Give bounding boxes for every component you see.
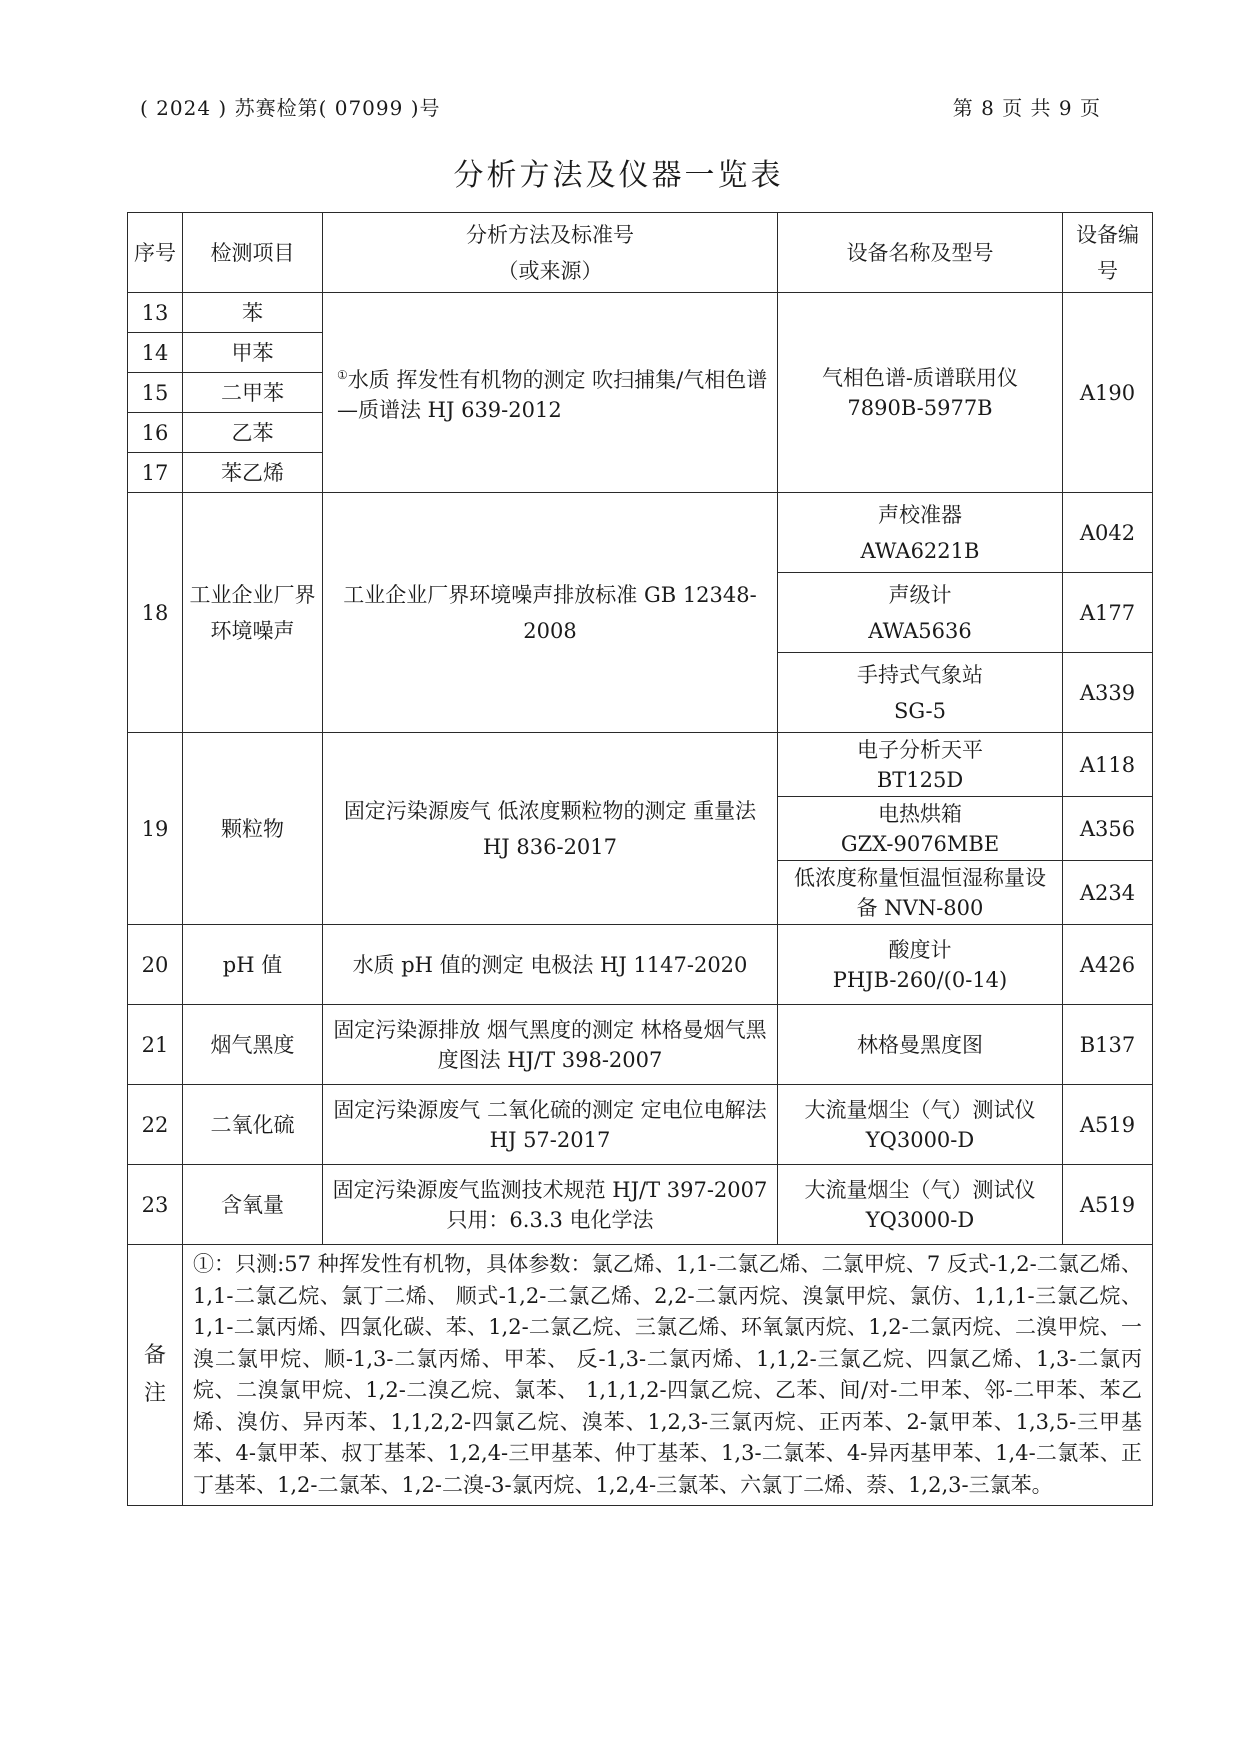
equipment-model: SG-5 <box>893 698 946 723</box>
notes-text: ①：只测:57 种挥发性有机物，具体参数：氯乙烯、1,1-二氯乙烯、二氯甲烷、7 反式-1,2-二氯乙烯、1,1-二氯乙烷、氯丁二烯、 顺式-1,2-二氯乙烯、2,2-二氯丙烷、溴氯甲烷、氯仿、1,1,1-三氯乙烷、1,1-二氯丙烯、四氯化碳、苯、1,2-二氯乙烷、三氯乙烯、环氧氯丙烷、1,2-二氯丙烷、二溴甲烷、一溴二氯甲烷、顺-1,3-二氯丙烯、甲苯、 反-1,3-二氯丙烯、1,1,2-三氯乙烷、四氯乙烯、1,3-二氯丙烷、二溴氯甲烷、1,2-二溴乙烷、氯苯、 1,1,1,2-四氯乙烷、乙苯、间/对-二甲苯、邻-二甲苯、苯乙烯、溴仿、异丙苯、1,1,2,2-四氯乙烷、溴苯、1,2,3-三氯丙烷、正丙苯、2-氯甲苯、1,3,5-三甲基苯、4-氯甲苯、叔丁基苯、1,2,4-三甲基苯、仲丁基苯、1,3-二氯苯、4-异丙基甲苯、1,4-二氯苯、正丁基苯、1,2-二氯苯、1,2-二溴-3-氯丙烷、1,2,4-三氯苯、六氯丁二烯、萘、1,2,3-三氯苯。 <box>183 1245 1153 1506</box>
row-code: A177 <box>1063 573 1153 653</box>
row-code: A356 <box>1063 797 1153 861</box>
row-code: B137 <box>1063 1005 1153 1085</box>
row-code: A042 <box>1063 493 1153 573</box>
equipment-model: GZX-9076MBE <box>840 831 1000 856</box>
row-method: 水质 pH 值的测定 电极法 HJ 1147-2020 <box>323 925 778 1005</box>
row-code: A234 <box>1063 861 1153 925</box>
row-item: 颗粒物 <box>183 733 323 925</box>
table-row <box>128 925 1153 1005</box>
row-item: 二甲苯 <box>183 373 323 413</box>
row-equipment: 低浓度称量恒温恒湿称量设备 NVN-800 <box>778 861 1063 925</box>
row-code: A190 <box>1063 293 1153 493</box>
row-seq: 13 <box>128 293 183 333</box>
row-equipment <box>778 733 1063 797</box>
row-item: 苯 <box>183 293 323 333</box>
table-row <box>128 733 1153 797</box>
row-item: 苯乙烯 <box>183 453 323 493</box>
page-title: 分析方法及仪器一览表 <box>453 158 784 193</box>
row-equipment: 林格曼黑度图 <box>778 1005 1063 1085</box>
row-equipment: 大流量烟尘（气）测试仪 YQ3000-D <box>778 1165 1063 1245</box>
col-method-header <box>323 213 778 293</box>
row-code: A426 <box>1063 925 1153 1005</box>
row-seq: 18 <box>128 493 183 733</box>
col-seq-header: 序号 <box>128 213 183 293</box>
equipment-model: PHJB-260/(0-14) <box>832 967 1008 992</box>
row-item: 含氧量 <box>183 1165 323 1245</box>
report-number: ( 2024 ) 苏赛检第( 07099 )号 <box>140 96 441 120</box>
footnote-marker: ① <box>337 368 348 382</box>
col-code-header: 设备编号 <box>1063 213 1153 293</box>
row-code: A519 <box>1063 1085 1153 1165</box>
method-text: 水质 挥发性有机物的测定 吹扫捕集/气相色谱—质谱法 HJ 639-2012 <box>337 368 768 422</box>
row-seq: 20 <box>128 925 183 1005</box>
equipment-model: BT125D <box>876 767 964 792</box>
notes-label: 备注 <box>128 1245 183 1506</box>
table-row <box>128 1085 1153 1165</box>
row-item: 甲苯 <box>183 333 323 373</box>
equipment-name: 气相色谱-质谱联用仪 <box>821 365 1019 390</box>
row-equipment <box>778 925 1063 1005</box>
row-item: 二氧化硫 <box>183 1085 323 1165</box>
row-method: 固定污染源废气 低浓度颗粒物的测定 重量法 HJ 836-2017 <box>323 733 778 925</box>
row-method: 工业企业厂界环境噪声排放标准 GB 12348-2008 <box>323 493 778 733</box>
equipment-name: 电子分析天平 <box>857 737 983 762</box>
table-header-row <box>128 213 1153 293</box>
row-equipment <box>778 573 1063 653</box>
row-method: 固定污染源废气监测技术规范 HJ/T 397-2007 只用：6.3.3 电化学法 <box>323 1165 778 1245</box>
row-equipment: 大流量烟尘（气）测试仪 YQ3000-D <box>778 1085 1063 1165</box>
col-method-header-line1: 分析方法及标准号 <box>466 222 634 247</box>
methods-table <box>127 212 1153 1506</box>
row-code: A519 <box>1063 1165 1153 1245</box>
page-number: 第 8 页 共 9 页 <box>952 96 1101 120</box>
row-seq: 23 <box>128 1165 183 1245</box>
table-row <box>128 493 1153 573</box>
row-item: 烟气黑度 <box>183 1005 323 1085</box>
row-code: A118 <box>1063 733 1153 797</box>
row-code: A339 <box>1063 653 1153 733</box>
row-seq: 14 <box>128 333 183 373</box>
col-item-header: 检测项目 <box>183 213 323 293</box>
row-item: pH 值 <box>183 925 323 1005</box>
row-seq: 22 <box>128 1085 183 1165</box>
row-equipment <box>778 653 1063 733</box>
row-item: 工业企业厂界环境噪声 <box>183 493 323 733</box>
row-equipment <box>778 293 1063 493</box>
equipment-name: 声级计 <box>888 582 952 607</box>
row-seq: 16 <box>128 413 183 453</box>
row-seq: 15 <box>128 373 183 413</box>
equipment-name: 酸度计 <box>888 937 952 962</box>
equipment-name: 手持式气象站 <box>857 662 983 687</box>
equipment-name: 电热烘箱 <box>878 801 962 826</box>
equipment-name: 声校准器 <box>878 502 962 527</box>
row-seq: 17 <box>128 453 183 493</box>
row-equipment <box>778 797 1063 861</box>
row-equipment <box>778 493 1063 573</box>
equipment-model: 7890B-5977B <box>847 395 993 420</box>
table-row <box>128 293 1153 333</box>
notes-row <box>128 1245 1153 1506</box>
col-method-header-line2: （或来源） <box>497 258 603 283</box>
row-seq: 19 <box>128 733 183 925</box>
table-row <box>128 1005 1153 1085</box>
table-row <box>128 1165 1153 1245</box>
col-equipment-header: 设备名称及型号 <box>778 213 1063 293</box>
row-method: 固定污染源排放 烟气黑度的测定 林格曼烟气黑度图法 HJ/T 398-2007 <box>323 1005 778 1085</box>
row-method <box>323 293 778 493</box>
row-seq: 21 <box>128 1005 183 1085</box>
equipment-model: AWA5636 <box>868 618 972 643</box>
row-method: 固定污染源废气 二氧化硫的测定 定电位电解法 HJ 57-2017 <box>323 1085 778 1165</box>
equipment-model: AWA6221B <box>860 538 980 563</box>
row-item: 乙苯 <box>183 413 323 453</box>
